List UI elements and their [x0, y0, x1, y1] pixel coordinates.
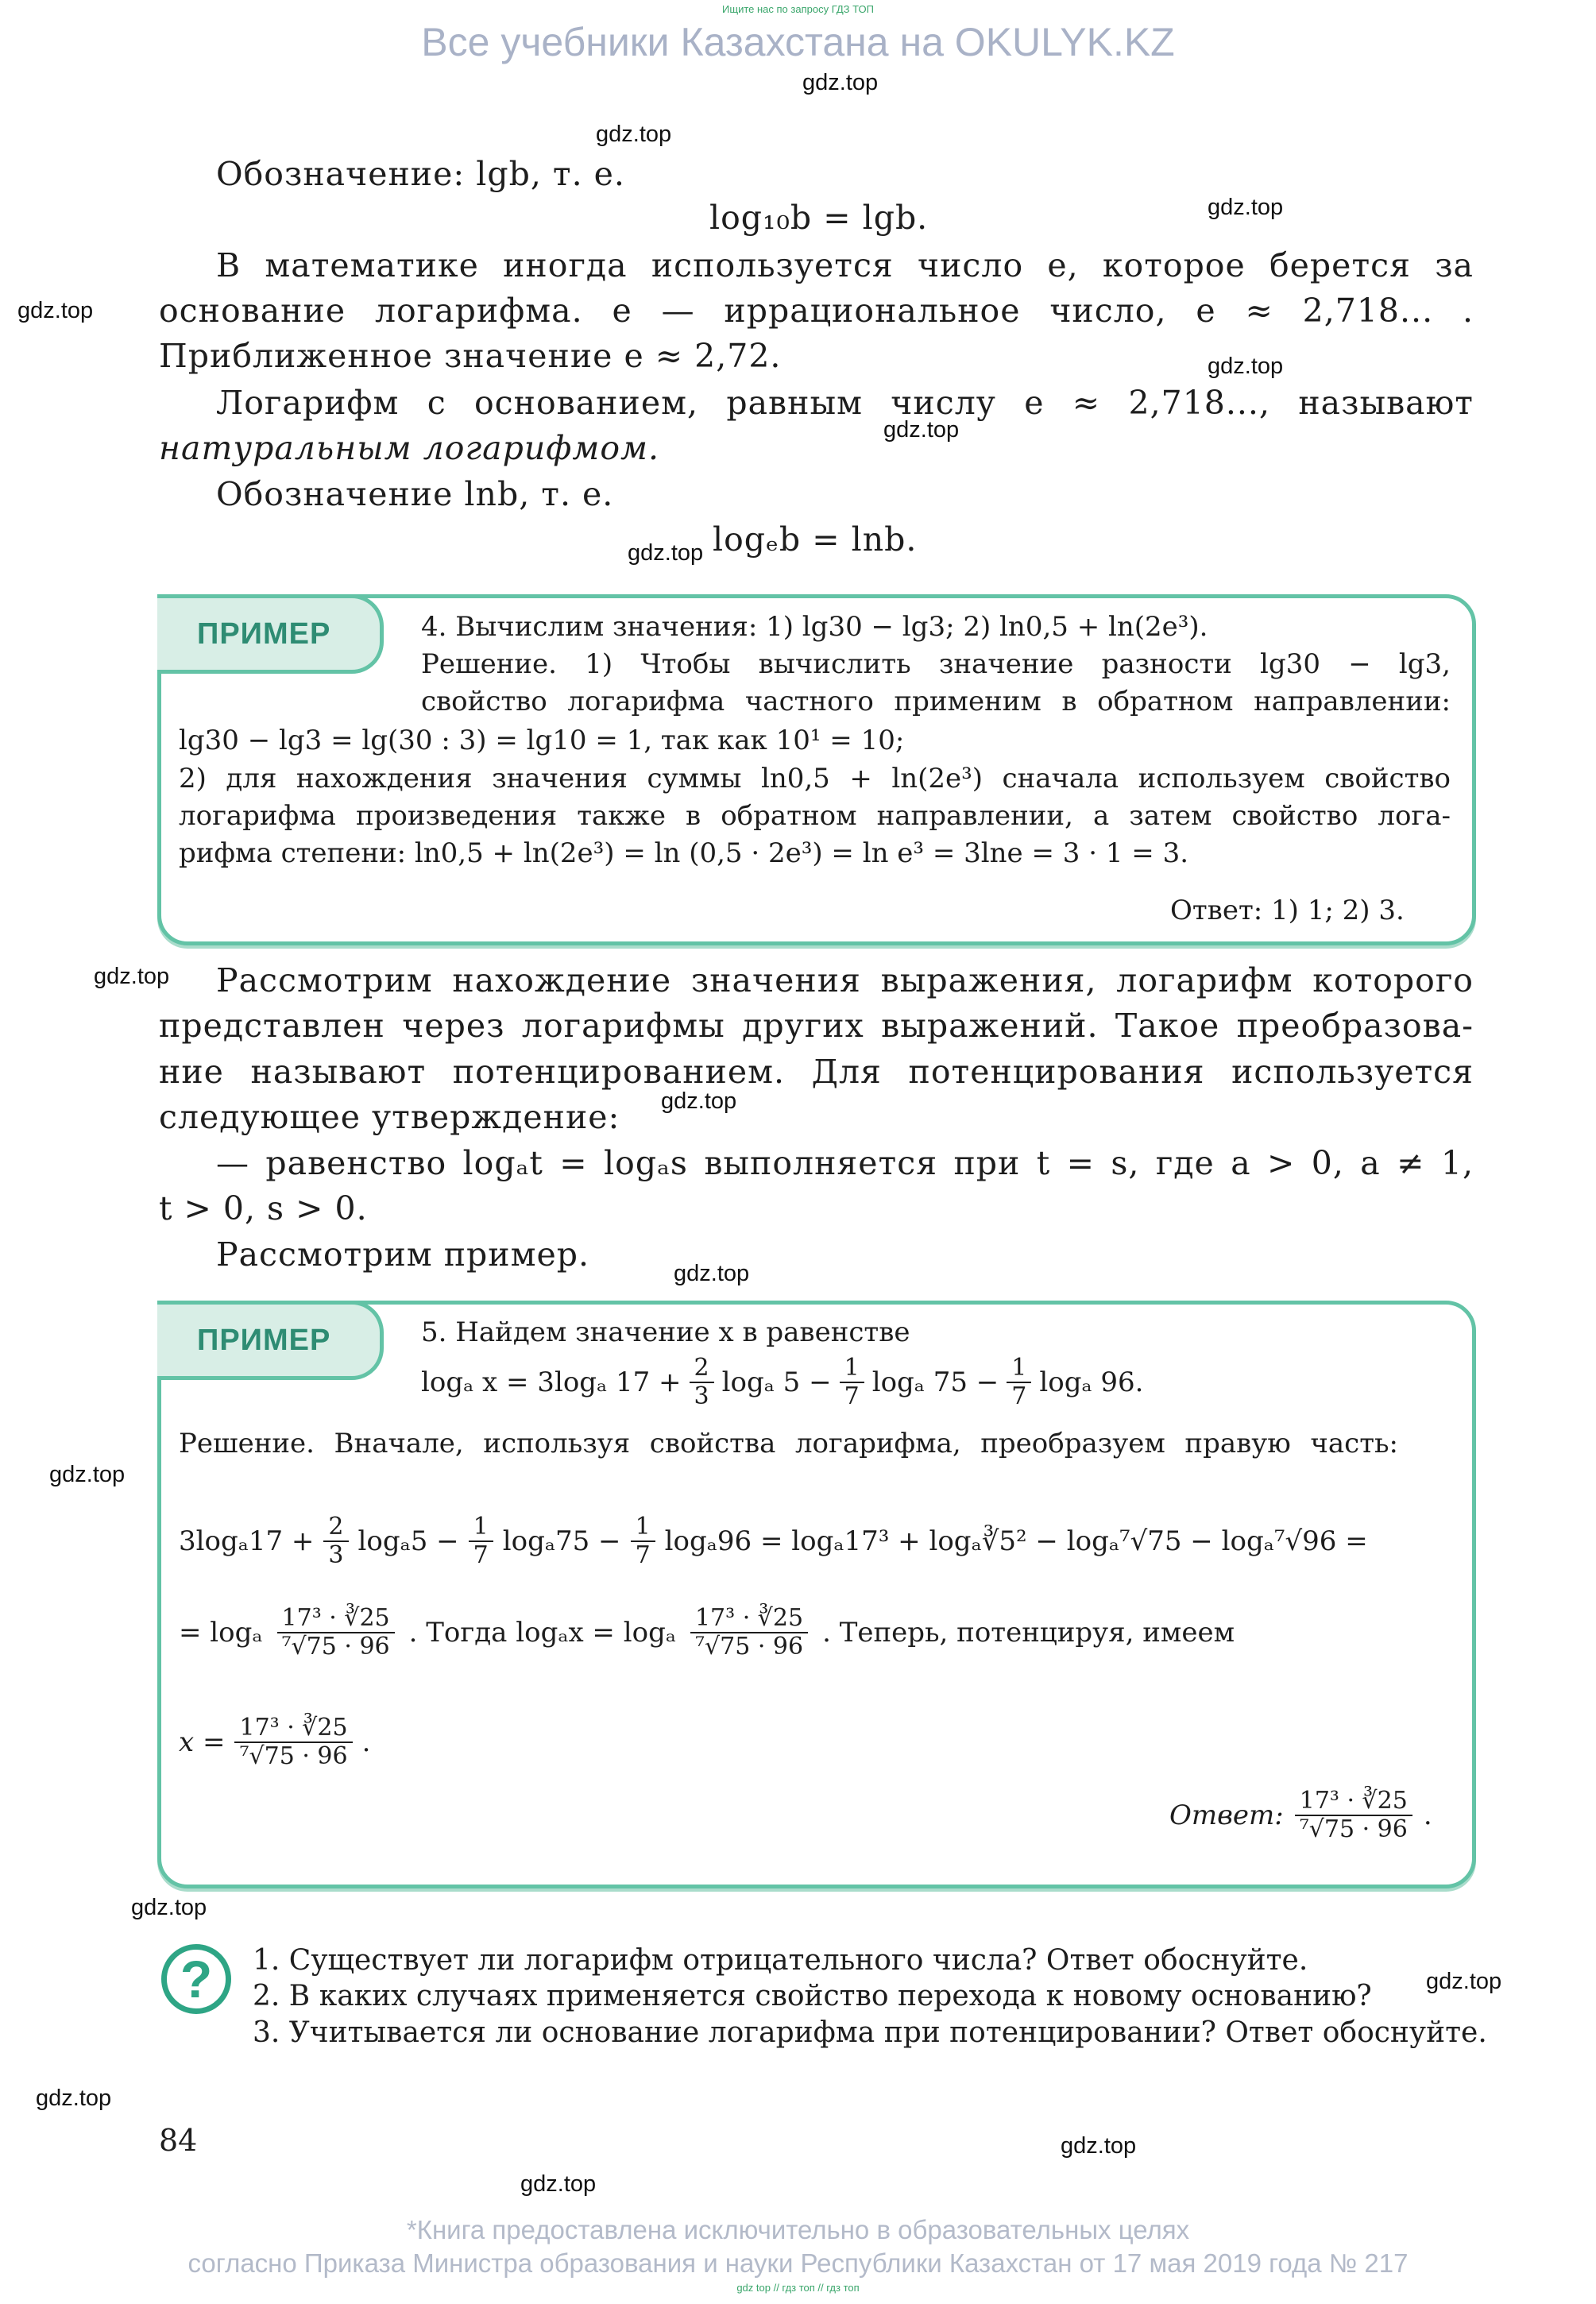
paragraph-line: следующее утверждение: — [159, 1098, 620, 1136]
example-5-x-value: x = $\frac{\text{17³ · ∛25}}{\text{⁷√75 · 96}}$ . — [179, 1714, 371, 1770]
example-5-transform — [179, 1513, 1368, 1569]
watermark: gdz.top — [17, 298, 94, 323]
example-5-answer: Ответ: $\frac{\text{17³ · ∛25}}{\text{⁷√75 · 96}}$ . — [1169, 1787, 1432, 1843]
fraction-result: $\frac{\text{17³ · ∛25}}{\text{⁷√75 · 96}}$ — [1295, 1788, 1412, 1843]
watermark: gdz.top — [596, 122, 672, 147]
fraction-1-7: $\frac{1}{7}$ — [840, 1355, 864, 1410]
notation-ln-line: Обозначение lnb, т. е. — [216, 475, 614, 513]
fraction-1-7: $\frac{1}{7}$ — [1007, 1355, 1031, 1410]
watermark: gdz.top — [628, 540, 704, 566]
formula-loge: logₑb = lnb. — [713, 520, 918, 559]
equation-part: . Теперь, потенцируя, имеем — [822, 1617, 1235, 1649]
footer-tagline: gdz top // гдз топ // гдз топ — [736, 2282, 860, 2294]
paragraph-line: основание логарифма. e — иррациональное число, e ≈ 2,718... . — [159, 292, 1474, 330]
paragraph-line: Рассмотрим пример. — [216, 1235, 590, 1274]
paragraph-line: ние называют потенцированием. Для потенцирования используется — [159, 1053, 1474, 1091]
example-4-line: 2) для нахождения значения суммы ln0,5 + ln(2e³) сначала используем свойство — [179, 763, 1451, 794]
potentiation-rule: — равенство logₐt = logₐs выполняется при t = s, где a > 0, a ≠ 1, — [216, 1144, 1474, 1182]
watermark: gdz.top — [1426, 1969, 1502, 1994]
fraction-1-7: $\frac{1}{7}$ — [631, 1513, 655, 1569]
watermark: gdz.top — [36, 2086, 112, 2111]
example-5-equation — [421, 1355, 1144, 1410]
watermark: gdz.top — [1208, 195, 1284, 220]
example-4-task: 4. Вычислим значения: 1) lg30 − lg3; 2) ln0,5 + ln(2e³). — [421, 611, 1208, 643]
equation-part: logₐ75 − — [502, 1525, 621, 1557]
footer-notice: *Книга предоставлена исключительно в образовательных целях — [406, 2215, 1190, 2244]
equation-part: logₐ 5 − — [721, 1367, 832, 1398]
example-4-line: свойство логарифма частного применим в обратном направлении: — [421, 686, 1451, 717]
fraction-2-3: $\frac{2}{3}$ — [690, 1355, 714, 1410]
example-4-line: lg30 − lg3 = lg(30 : 3) = lg10 = 1, так как 10¹ = 10; — [179, 725, 905, 756]
paragraph-line: В математике иногда используется число e, которое берется за — [216, 246, 1474, 284]
header-tagline: Ищите нас по запросу ГДЗ ТОП — [722, 3, 874, 15]
equation-part: logₐ5 − — [357, 1525, 459, 1557]
watermark: gdz.top — [1208, 354, 1284, 379]
paragraph-line: Рассмотрим нахождение значения выражения, логарифм которого — [216, 961, 1474, 999]
question-item: 1. Существует ли логарифм отрицательного числа? Ответ обоснуйте. — [253, 1944, 1308, 1977]
watermark: gdz.top — [661, 1088, 737, 1114]
question-icon: ? — [161, 1944, 231, 2014]
example-4-line: логарифма произведения также в обратном направлении, а затем свойство лога- — [179, 800, 1451, 832]
question-item: 3. Учитывается ли основание логарифма при потенцировании? Ответ обоснуйте. — [253, 2016, 1487, 2049]
footer-notice: согласно Приказа Министра образования и науки Республики Казахстан от 17 мая 2019 года № 217 — [187, 2248, 1409, 2278]
watermark: gdz.top — [520, 2171, 597, 2197]
watermark: gdz.top — [1061, 2133, 1137, 2159]
equation-part: 3logₐ17 + — [179, 1525, 315, 1557]
equation-part: = logₐ — [179, 1617, 263, 1649]
watermark: gdz.top — [94, 964, 170, 989]
example-5-solution: Решение. Вначале, используя свойства логарифма, преобразуем правую часть: — [179, 1428, 1398, 1459]
equation-part: x = — [179, 1726, 226, 1758]
example-5-tab: ПРИМЕР — [157, 1301, 384, 1380]
watermark: gdz.top — [883, 417, 960, 443]
equation-part: . Тогда logₐx = logₐ — [408, 1617, 676, 1649]
fraction-result: $\frac{\text{17³ · ∛25}}{\text{⁷√75 · 96}}$ — [234, 1714, 352, 1770]
watermark: gdz.top — [802, 70, 879, 95]
paragraph-line: Логарифм с основанием, равным числу e ≈ 2,718..., называют — [216, 384, 1474, 422]
example-4-line: рифма степени: ln0,5 + ln(2e³) = ln (0,5 · 2e³) = ln e³ = 3lne = 3 · 1 = 3. — [179, 837, 1189, 869]
fraction-1-7: $\frac{1}{7}$ — [469, 1513, 493, 1569]
fraction-result: $\frac{\text{17³ · ∛25}}{\text{⁷√75 · 96}}$ — [277, 1605, 395, 1660]
paragraph-line: Приближенное значение e ≈ 2,72. — [159, 337, 782, 375]
equation-part: logₐ 96. — [1039, 1367, 1144, 1398]
paragraph-line: представлен через логарифмы других выражений. Такое преобразова- — [159, 1007, 1474, 1045]
answer-label: Ответ: — [1169, 1800, 1284, 1831]
example-5-result — [179, 1605, 1235, 1660]
example-5-task: 5. Найдем значение x в равенстве — [421, 1316, 910, 1348]
fraction-result: $\frac{\text{17³ · ∛25}}{\text{⁷√75 · 96}}$ — [690, 1605, 808, 1660]
watermark: gdz.top — [131, 1895, 207, 1920]
watermark: gdz.top — [674, 1261, 750, 1286]
site-banner: Все учебники Казахстана на OKULYK.KZ — [421, 20, 1175, 64]
example-4-line: Решение. 1) Чтобы вычислить значение разности lg30 − lg3, — [421, 648, 1451, 680]
formula-log10: log₁₀b = lgb. — [709, 199, 929, 237]
equation-part: logₐ 75 − — [871, 1367, 999, 1398]
fraction-2-3: $\frac{2}{3}$ — [323, 1513, 348, 1569]
equation-part: logₐ x = 3logₐ 17 + — [421, 1367, 682, 1398]
example-4-tab: ПРИМЕР — [157, 594, 384, 674]
page-number: 84 — [159, 2123, 198, 2158]
watermark: gdz.top — [49, 1462, 126, 1487]
example-4-answer: Ответ: 1) 1; 2) 3. — [1170, 895, 1405, 926]
potentiation-rule-conditions: t > 0, s > 0. — [159, 1189, 368, 1227]
natural-log-term: натуральным логарифмом. — [159, 429, 660, 467]
notation-lg-line: Обозначение: lgb, т. е. — [216, 155, 625, 193]
equation-part: logₐ96 = logₐ17³ + logₐ∛5² − logₐ⁷√75 − logₐ⁷√96 = — [664, 1525, 1368, 1557]
question-item: 2. В каких случаях применяется свойство перехода к новому основанию? — [253, 1980, 1372, 2012]
